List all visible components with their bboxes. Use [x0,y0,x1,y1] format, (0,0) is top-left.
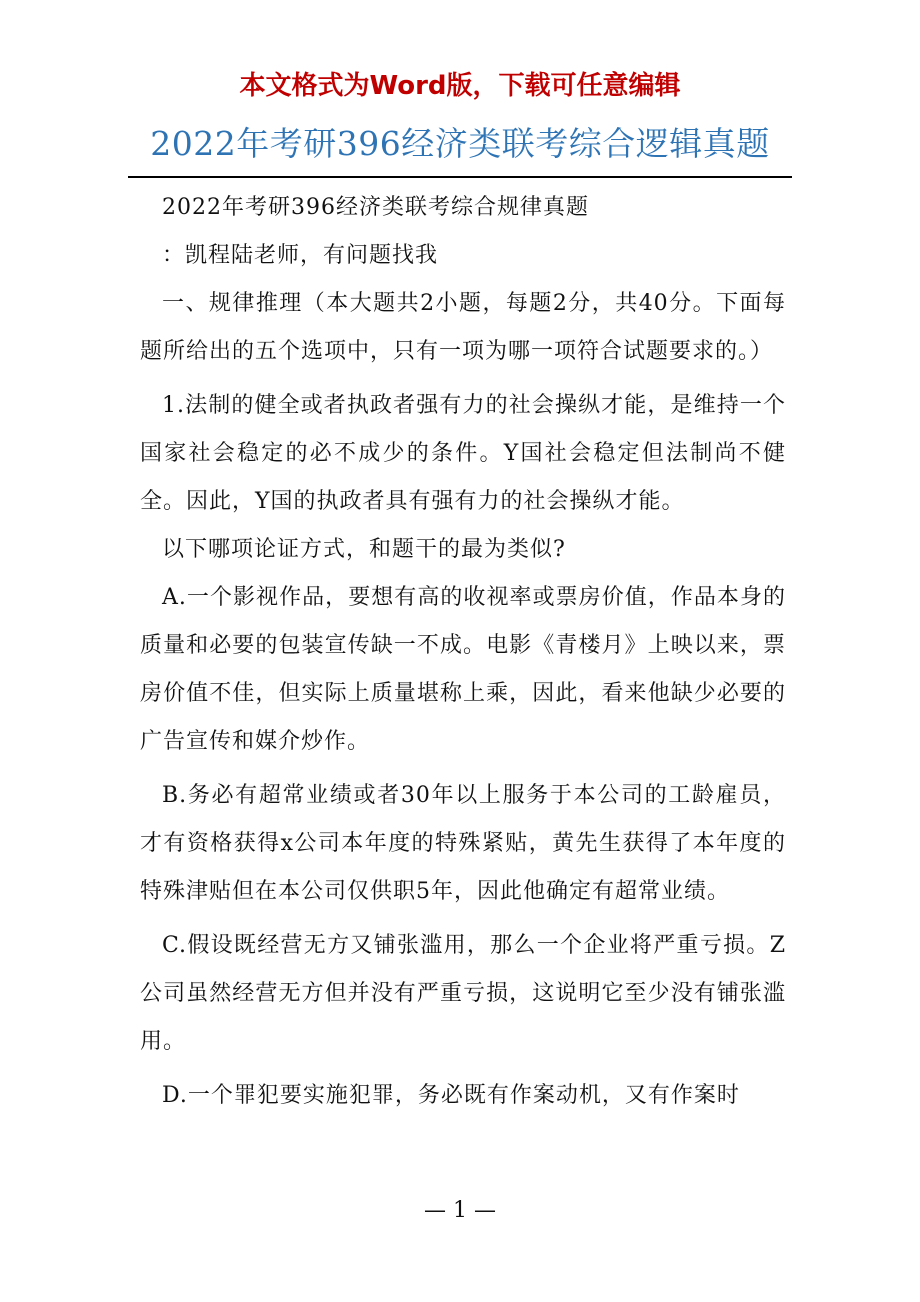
body-paragraph-question-prompt: 以下哪项论证方式，和题干的最为类似? [162,537,566,562]
body-paragraph-author: ：凯程陆老师，有问题找我 [162,243,439,268]
title-divider [128,176,792,178]
document-body [140,184,786,1120]
body-paragraph-option-c: C.假设既经营无方又铺张滥用，那么一个企业将严重亏损。Z公司虽然经营无方但并没有严重亏损，这说明它至少没有铺张滥用。 [140,933,786,1054]
body-paragraph-question-1: 1.法制的健全或者执政者强有力的社会操纵才能，是维持一个国家社会稳定的必不成少的条件。Y国社会稳定但法制尚不健全。因此，Y国的执政者具有强有力的社会操纵才能。 [140,393,786,514]
body-paragraph-option-b: B.务必有超常业绩或者30年以上服务于本公司的工龄雇员，才有资格获得x公司本年度的特殊紧贴，黄先生获得了本年度的特殊津贴但在本公司仅供职5年，因此他确定有超常业绩。 [140,783,786,904]
format-banner: 本文格式为Word版，下载可任意编辑 [239,71,681,101]
body-paragraph-exam-title: 2022年考研396经济类联考综合规律真题 [162,195,589,220]
document-title: 2022年考研396经济类联考综合逻辑真题 [150,124,770,163]
page-number: — 1 — [424,1198,496,1223]
body-paragraph-option-d: D.一个罪犯要实施犯罪，务必既有作案动机，又有作案时 [162,1083,740,1108]
body-paragraph-section-intro: 一、规律推理（本大题共2小题，每题2分，共40分。下面每题所给出的五个选项中，只有一项为哪一项符合试题要求的。） [140,291,786,364]
body-paragraph-option-a: A.一个影视作品，要想有高的收视率或票房价值，作品本身的质量和必要的包装宣传缺一不成。电影《青楼月》上映以来，票房价值不佳，但实际上质量堪称上乘，因此，看来他缺少必要的广告宣传和媒介炒作。 [140,585,786,754]
